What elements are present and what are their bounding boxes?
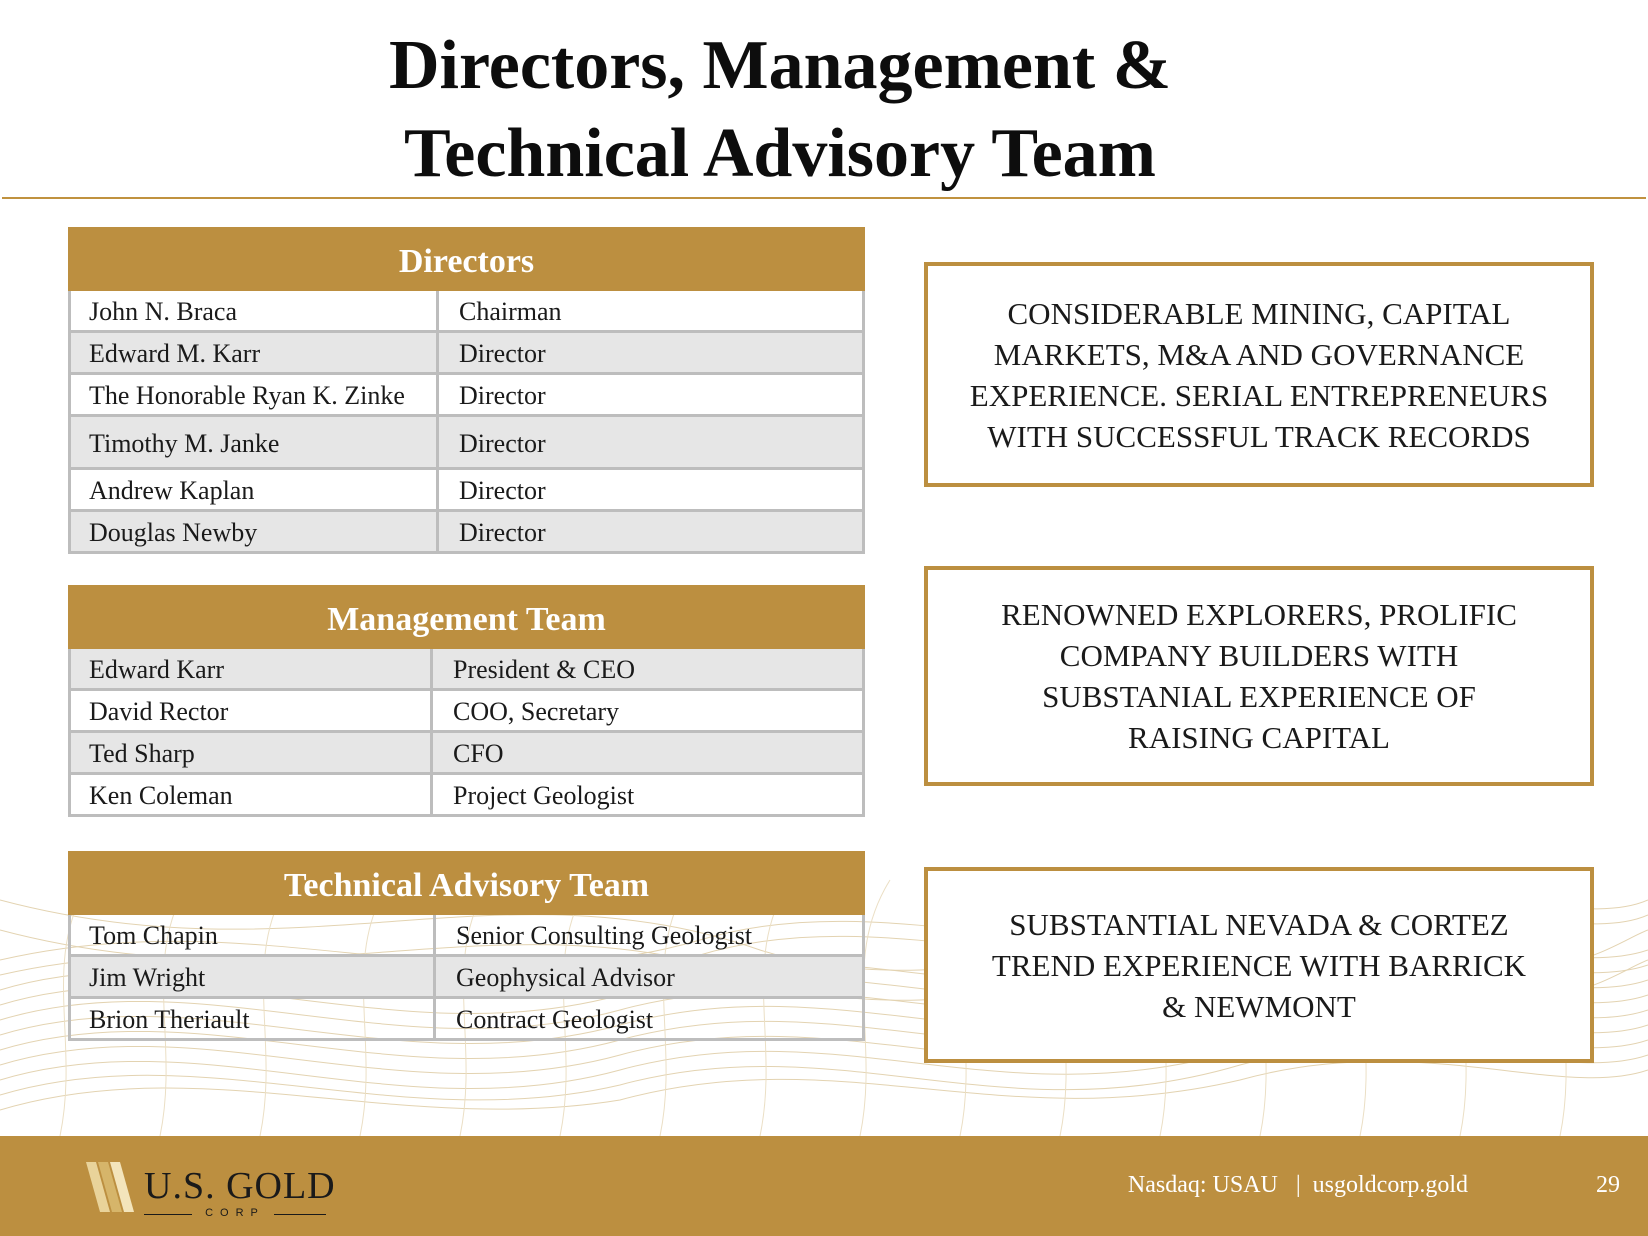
member-name: The Honorable Ryan K. Zinke: [71, 375, 439, 414]
member-name: Ted Sharp: [71, 733, 433, 772]
footer-bar: [0, 1136, 1648, 1236]
member-role: Contract Geologist: [456, 1005, 654, 1034]
table-row: [71, 509, 862, 551]
footer-ticker-website: Nasdaq: USAU | usgoldcorp.gold: [1127, 1172, 1468, 1198]
table-row: [71, 915, 862, 954]
table-row: [71, 414, 862, 467]
table-row: [71, 372, 862, 414]
advisory-table-header: Technical Advisory Team: [68, 851, 865, 915]
member-name: Ken Coleman: [71, 775, 433, 814]
member-name: Tom Chapin: [71, 915, 436, 954]
management-table: [68, 585, 865, 817]
advisory-table: [68, 851, 865, 1041]
member-role: Project Geologist: [453, 781, 635, 810]
callout-line: COMPANY BUILDERS WITH: [1059, 638, 1459, 673]
table-row: [71, 649, 862, 688]
callout-line: MARKETS, M&A AND GOVERNANCE: [993, 336, 1525, 372]
table-row: [71, 730, 862, 772]
slide-title: [330, 22, 1230, 198]
member-role: President & CEO: [453, 655, 635, 684]
member-name: Jim Wright: [71, 957, 436, 996]
table-row: [71, 291, 862, 330]
callout-line: CONSIDERABLE MINING, CAPITAL: [1007, 295, 1511, 331]
table-row: [71, 772, 862, 814]
directors-table: [68, 227, 865, 554]
member-name: David Rector: [71, 691, 433, 730]
callout-nevada: [924, 867, 1594, 1063]
table-row: [71, 330, 862, 372]
member-role: Director: [459, 518, 546, 547]
member-role: Director: [459, 476, 546, 505]
member-name: Brion Theriault: [71, 999, 436, 1038]
callout-line: TREND EXPERIENCE WITH BARRICK: [991, 947, 1527, 983]
member-role: COO, Secretary: [453, 697, 620, 726]
member-name: Edward M. Karr: [71, 333, 439, 372]
member-name: Andrew Kaplan: [71, 470, 439, 509]
member-name: John N. Braca: [71, 291, 439, 330]
page-number: 29: [1596, 1172, 1620, 1198]
callout-explorers: [924, 566, 1594, 786]
member-role: Geophysical Advisor: [456, 963, 675, 992]
member-role: Director: [459, 339, 546, 368]
callout-line: RAISING CAPITAL: [1128, 720, 1390, 755]
callout-experience: [924, 262, 1594, 487]
logo-subtitle: CORP: [205, 1207, 265, 1219]
table-row: [71, 467, 862, 509]
member-role: Director: [459, 429, 546, 458]
directors-table-header: Directors: [68, 227, 865, 291]
table-row: [71, 954, 862, 996]
member-name: Timothy M. Janke: [71, 417, 439, 467]
table-row: [71, 688, 862, 730]
callout-line: SUBSTANIAL EXPERIENCE OF: [1042, 679, 1476, 714]
management-table-header: Management Team: [68, 585, 865, 649]
title-divider: [2, 197, 1646, 199]
gold-bars-logo-icon: [80, 1158, 138, 1216]
member-role: Senior Consulting Geologist: [456, 921, 753, 950]
title-line-2: Technical Advisory Team: [404, 115, 1156, 192]
member-role: Director: [459, 381, 546, 410]
callout-line: RENOWNED EXPLORERS, PROLIFIC: [1001, 597, 1517, 632]
callout-line: WITH SUCCESSFUL TRACK RECORDS: [987, 418, 1531, 454]
table-row: [71, 996, 862, 1038]
member-role: CFO: [453, 739, 504, 768]
callout-line: & NEWMONT: [1162, 988, 1356, 1024]
callout-line: SUBSTANTIAL NEVADA & CORTEZ: [1009, 906, 1509, 942]
member-role: Chairman: [459, 297, 562, 326]
logo-rule-right: [274, 1214, 326, 1215]
title-line-1: Directors, Management &: [388, 27, 1172, 104]
logo-wordmark: U.S. GOLD: [144, 1165, 336, 1207]
member-name: Douglas Newby: [71, 512, 439, 551]
callout-line: EXPERIENCE. SERIAL ENTREPRENEURS: [969, 377, 1549, 413]
member-name: Edward Karr: [71, 649, 433, 688]
